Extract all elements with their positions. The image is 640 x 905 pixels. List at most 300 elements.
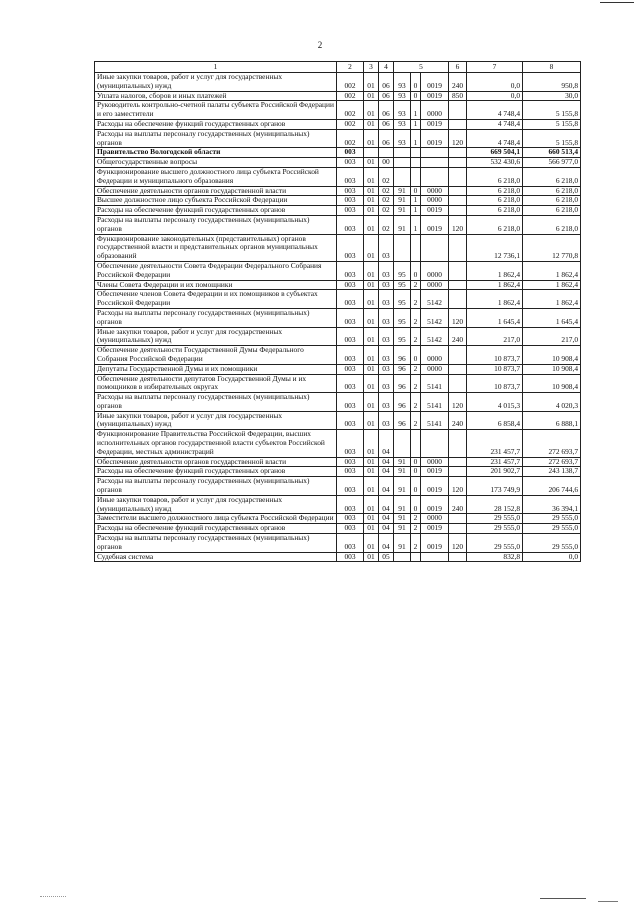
row-code-cell: 003 xyxy=(337,280,364,290)
row-subsection-cell: 04 xyxy=(379,524,394,534)
row-program-cell xyxy=(394,148,411,158)
row-subprogram-cell: 2 xyxy=(411,514,421,524)
row-name-cell: Иные закупки товаров, работ и услуг для государственных (муниципальных) нужд xyxy=(95,73,337,92)
row-name-cell: Обеспечение деятельности органов государственной власти xyxy=(95,186,337,196)
row-subsection-cell: 06 xyxy=(379,129,394,148)
row-direction-cell: 0019 xyxy=(421,495,449,514)
row-program-cell: 91 xyxy=(394,206,411,216)
row-subsection-cell: 04 xyxy=(379,430,394,457)
footer-mark-right-2 xyxy=(598,901,618,902)
row-name-cell: Расходы на обеспечение функций государственных органов xyxy=(95,467,337,477)
row-amount-2-cell: 36 394,1 xyxy=(523,495,581,514)
row-amount-1-cell: 0,0 xyxy=(467,91,523,101)
row-name-cell: Расходы на выплаты персоналу государственных (муниципальных) органов xyxy=(95,477,337,496)
table-row xyxy=(95,261,581,280)
row-subprogram-cell xyxy=(411,158,421,168)
row-direction-cell xyxy=(421,148,449,158)
header-cell-6: 6 xyxy=(449,62,467,73)
row-amount-1-cell: 4 015,3 xyxy=(467,393,523,412)
row-direction-cell: 0019 xyxy=(421,467,449,477)
row-name-cell: Расходы на выплаты персоналу государственных (муниципальных) органов xyxy=(95,129,337,148)
header-cell-8: 8 xyxy=(523,62,581,73)
row-subprogram-cell: 1 xyxy=(411,119,421,129)
row-amount-2-cell: 1 862,4 xyxy=(523,280,581,290)
table-row xyxy=(95,290,581,309)
footer-mark-left xyxy=(40,896,66,897)
row-direction-cell xyxy=(421,430,449,457)
row-subsection-cell: 03 xyxy=(379,346,394,365)
row-expense-type-cell: 240 xyxy=(449,73,467,92)
row-amount-2-cell: 10 908,4 xyxy=(523,374,581,393)
row-direction-cell: 5141 xyxy=(421,393,449,412)
table-row xyxy=(95,495,581,514)
row-expense-type-cell xyxy=(449,430,467,457)
row-amount-2-cell: 1 862,4 xyxy=(523,290,581,309)
row-amount-1-cell: 231 457,7 xyxy=(467,430,523,457)
row-subsection-cell: 06 xyxy=(379,73,394,92)
row-expense-type-cell xyxy=(449,148,467,158)
row-program-cell: 95 xyxy=(394,308,411,327)
row-code-cell: 003 xyxy=(337,196,364,206)
row-section-cell: 01 xyxy=(364,364,379,374)
row-section-cell: 01 xyxy=(364,196,379,206)
row-amount-2-cell: 272 693,7 xyxy=(523,457,581,467)
row-expense-type-cell xyxy=(449,261,467,280)
row-expense-type-cell xyxy=(449,374,467,393)
row-subprogram-cell: 0 xyxy=(411,261,421,280)
row-section-cell: 01 xyxy=(364,206,379,216)
table-row xyxy=(95,514,581,524)
row-section-cell: 01 xyxy=(364,91,379,101)
row-section-cell: 01 xyxy=(364,290,379,309)
row-code-cell: 002 xyxy=(337,129,364,148)
row-program-cell: 91 xyxy=(394,186,411,196)
row-code-cell: 003 xyxy=(337,514,364,524)
row-program-cell xyxy=(394,234,411,261)
row-code-cell: 003 xyxy=(337,158,364,168)
header-cell-7: 7 xyxy=(467,62,523,73)
row-subprogram-cell: 2 xyxy=(411,411,421,430)
row-subprogram-cell: 0 xyxy=(411,457,421,467)
row-code-cell: 003 xyxy=(337,552,364,562)
row-direction-cell xyxy=(421,158,449,168)
table-row xyxy=(95,234,581,261)
row-direction-cell: 0000 xyxy=(421,186,449,196)
row-amount-1-cell: 6 858,4 xyxy=(467,411,523,430)
row-program-cell: 93 xyxy=(394,91,411,101)
table-row xyxy=(95,119,581,129)
row-name-cell: Общегосударственные вопросы xyxy=(95,158,337,168)
row-subprogram-cell: 2 xyxy=(411,534,421,553)
row-section-cell: 01 xyxy=(364,73,379,92)
row-amount-1-cell: 29 555,0 xyxy=(467,524,523,534)
row-amount-2-cell: 243 138,7 xyxy=(523,467,581,477)
footer-mark-right xyxy=(540,898,586,899)
row-section-cell: 01 xyxy=(364,158,379,168)
row-subsection-cell: 04 xyxy=(379,534,394,553)
row-subprogram-cell xyxy=(411,234,421,261)
table-row xyxy=(95,477,581,496)
row-program-cell: 91 xyxy=(394,196,411,206)
row-name-cell: Высшее должностное лицо субъекта Российской Федерации xyxy=(95,196,337,206)
row-section-cell: 01 xyxy=(364,457,379,467)
row-subsection-cell: 03 xyxy=(379,374,394,393)
row-amount-1-cell: 12 736,1 xyxy=(467,234,523,261)
row-subsection-cell: 03 xyxy=(379,280,394,290)
row-name-cell: Обеспечение деятельности Государственной Думы Федерального Собрания Российской Федерации xyxy=(95,346,337,365)
row-amount-2-cell: 217,0 xyxy=(523,327,581,346)
row-code-cell: 003 xyxy=(337,411,364,430)
row-subsection-cell: 04 xyxy=(379,477,394,496)
row-direction-cell xyxy=(421,552,449,562)
row-amount-2-cell: 6 218,0 xyxy=(523,196,581,206)
row-name-cell: Обеспечение членов Совета Федерации и их помощников в субъектах Российской Федерации xyxy=(95,290,337,309)
row-section-cell: 01 xyxy=(364,524,379,534)
row-amount-2-cell: 6 218,0 xyxy=(523,186,581,196)
row-amount-1-cell: 4 748,4 xyxy=(467,119,523,129)
row-subprogram-cell: 2 xyxy=(411,524,421,534)
table-row xyxy=(95,430,581,457)
row-direction-cell: 0019 xyxy=(421,524,449,534)
header-cell-1: 1 xyxy=(95,62,337,73)
table-row xyxy=(95,552,581,562)
row-code-cell: 002 xyxy=(337,73,364,92)
row-section-cell: 01 xyxy=(364,552,379,562)
row-amount-1-cell: 6 218,0 xyxy=(467,167,523,186)
row-direction-cell xyxy=(421,234,449,261)
row-amount-2-cell: 5 155,8 xyxy=(523,129,581,148)
table-row xyxy=(95,534,581,553)
row-name-cell: Расходы на выплаты персоналу государственных (муниципальных) органов xyxy=(95,308,337,327)
row-subsection-cell: 04 xyxy=(379,514,394,524)
row-code-cell: 002 xyxy=(337,101,364,120)
row-subprogram-cell xyxy=(411,167,421,186)
row-amount-1-cell: 6 218,0 xyxy=(467,186,523,196)
row-expense-type-cell xyxy=(449,167,467,186)
row-program-cell: 96 xyxy=(394,346,411,365)
row-expense-type-cell: 120 xyxy=(449,129,467,148)
table-row xyxy=(95,215,581,234)
row-code-cell: 003 xyxy=(337,167,364,186)
row-name-cell: Расходы на выплаты персоналу государственных (муниципальных) органов xyxy=(95,215,337,234)
row-expense-type-cell xyxy=(449,514,467,524)
row-code-cell: 003 xyxy=(337,393,364,412)
row-amount-1-cell: 173 749,9 xyxy=(467,477,523,496)
row-name-cell: Функционирование законодательных (представительных) органов государственной власти и представительных органов муниципальных образований xyxy=(95,234,337,261)
row-program-cell: 95 xyxy=(394,280,411,290)
row-amount-1-cell: 669 504,1 xyxy=(467,148,523,158)
row-subprogram-cell: 2 xyxy=(411,364,421,374)
top-rule xyxy=(600,2,634,3)
row-subprogram-cell: 1 xyxy=(411,215,421,234)
row-direction-cell: 0019 xyxy=(421,206,449,216)
row-subprogram-cell: 0 xyxy=(411,495,421,514)
row-subsection-cell: 02 xyxy=(379,167,394,186)
row-subprogram-cell xyxy=(411,148,421,158)
header-cell-3: 3 xyxy=(364,62,379,73)
row-direction-cell: 0000 xyxy=(421,346,449,365)
row-name-cell: Члены Совета Федерации и их помощники xyxy=(95,280,337,290)
row-subprogram-cell: 0 xyxy=(411,186,421,196)
row-amount-1-cell: 217,0 xyxy=(467,327,523,346)
row-section-cell: 01 xyxy=(364,477,379,496)
row-expense-type-cell: 240 xyxy=(449,327,467,346)
row-subprogram-cell: 2 xyxy=(411,393,421,412)
row-amount-1-cell: 6 218,0 xyxy=(467,215,523,234)
row-amount-2-cell: 1 862,4 xyxy=(523,261,581,280)
row-direction-cell xyxy=(421,167,449,186)
row-section-cell: 01 xyxy=(364,261,379,280)
row-amount-1-cell: 832,8 xyxy=(467,552,523,562)
row-program-cell: 91 xyxy=(394,495,411,514)
header-cell-4: 4 xyxy=(379,62,394,73)
row-name-cell: Депутаты Государственной Думы и их помощники xyxy=(95,364,337,374)
row-program-cell: 91 xyxy=(394,534,411,553)
row-section-cell: 01 xyxy=(364,167,379,186)
row-direction-cell: 0000 xyxy=(421,364,449,374)
row-name-cell: Обеспечение деятельности депутатов Государственной Думы и их помощников в избирательных округах xyxy=(95,374,337,393)
row-program-cell: 91 xyxy=(394,514,411,524)
row-amount-1-cell: 532 430,6 xyxy=(467,158,523,168)
row-program-cell: 96 xyxy=(394,393,411,412)
row-amount-1-cell: 10 873,7 xyxy=(467,364,523,374)
row-name-cell: Расходы на обеспечение функций государственных органов xyxy=(95,524,337,534)
row-amount-2-cell: 4 020,3 xyxy=(523,393,581,412)
row-direction-cell: 0019 xyxy=(421,91,449,101)
row-code-cell: 003 xyxy=(337,346,364,365)
row-code-cell: 003 xyxy=(337,290,364,309)
row-expense-type-cell: 120 xyxy=(449,477,467,496)
row-amount-1-cell: 29 555,0 xyxy=(467,534,523,553)
row-subprogram-cell: 2 xyxy=(411,280,421,290)
row-expense-type-cell xyxy=(449,346,467,365)
row-amount-2-cell: 0,0 xyxy=(523,552,581,562)
table-row xyxy=(95,467,581,477)
row-subsection-cell: 06 xyxy=(379,119,394,129)
row-code-cell: 003 xyxy=(337,308,364,327)
row-amount-1-cell: 1 862,4 xyxy=(467,280,523,290)
row-amount-2-cell: 29 555,0 xyxy=(523,534,581,553)
row-amount-2-cell: 6 218,0 xyxy=(523,167,581,186)
row-section-cell: 01 xyxy=(364,234,379,261)
table-row xyxy=(95,308,581,327)
row-amount-1-cell: 231 457,7 xyxy=(467,457,523,467)
table-body xyxy=(95,62,581,562)
row-direction-cell: 5141 xyxy=(421,411,449,430)
row-amount-2-cell: 950,8 xyxy=(523,73,581,92)
row-subprogram-cell xyxy=(411,430,421,457)
row-expense-type-cell: 120 xyxy=(449,534,467,553)
row-code-cell: 003 xyxy=(337,186,364,196)
row-expense-type-cell: 120 xyxy=(449,215,467,234)
row-amount-2-cell: 30,0 xyxy=(523,91,581,101)
table-row xyxy=(95,280,581,290)
row-expense-type-cell: 120 xyxy=(449,308,467,327)
row-direction-cell: 0019 xyxy=(421,534,449,553)
row-code-cell: 003 xyxy=(337,234,364,261)
row-amount-2-cell: 1 645,4 xyxy=(523,308,581,327)
row-amount-2-cell: 272 693,7 xyxy=(523,430,581,457)
row-section-cell: 01 xyxy=(364,308,379,327)
row-section-cell: 01 xyxy=(364,411,379,430)
row-section-cell: 01 xyxy=(364,119,379,129)
row-subsection-cell: 03 xyxy=(379,393,394,412)
row-direction-cell: 5141 xyxy=(421,374,449,393)
row-amount-2-cell: 206 744,6 xyxy=(523,477,581,496)
row-program-cell xyxy=(394,167,411,186)
row-expense-type-cell: 120 xyxy=(449,393,467,412)
table-row xyxy=(95,148,581,158)
row-expense-type-cell xyxy=(449,196,467,206)
row-subprogram-cell: 2 xyxy=(411,290,421,309)
row-direction-cell: 5142 xyxy=(421,290,449,309)
row-section-cell: 01 xyxy=(364,327,379,346)
header-cell-5: 5 xyxy=(394,62,449,73)
row-direction-cell: 0019 xyxy=(421,215,449,234)
row-name-cell: Иные закупки товаров, работ и услуг для государственных (муниципальных) нужд xyxy=(95,327,337,346)
row-program-cell xyxy=(394,552,411,562)
row-program-cell: 93 xyxy=(394,119,411,129)
table-row xyxy=(95,393,581,412)
row-program-cell: 96 xyxy=(394,364,411,374)
row-code-cell: 003 xyxy=(337,215,364,234)
row-subsection-cell: 03 xyxy=(379,411,394,430)
row-name-cell: Функционирование высшего должностного лица субъекта Российской Федерации и муниципального образования xyxy=(95,167,337,186)
row-expense-type-cell xyxy=(449,524,467,534)
row-amount-1-cell: 6 218,0 xyxy=(467,206,523,216)
row-subsection-cell: 02 xyxy=(379,186,394,196)
row-subsection-cell: 03 xyxy=(379,364,394,374)
row-amount-1-cell: 1 862,4 xyxy=(467,261,523,280)
row-name-cell: Судебная система xyxy=(95,552,337,562)
row-amount-2-cell: 6 218,0 xyxy=(523,206,581,216)
table-row xyxy=(95,364,581,374)
row-program-cell xyxy=(394,158,411,168)
row-amount-1-cell: 1 645,4 xyxy=(467,308,523,327)
row-subsection-cell: 02 xyxy=(379,215,394,234)
row-section-cell: 01 xyxy=(364,101,379,120)
row-amount-1-cell: 0,0 xyxy=(467,73,523,92)
row-expense-type-cell xyxy=(449,467,467,477)
row-section-cell: 01 xyxy=(364,467,379,477)
budget-table xyxy=(94,61,581,562)
row-section-cell: 01 xyxy=(364,495,379,514)
row-name-cell: Расходы на выплаты персоналу государственных (муниципальных) органов xyxy=(95,393,337,412)
row-amount-2-cell: 566 977,0 xyxy=(523,158,581,168)
row-name-cell: Расходы на обеспечение функций государственных органов xyxy=(95,119,337,129)
row-subsection-cell: 02 xyxy=(379,206,394,216)
row-expense-type-cell xyxy=(449,101,467,120)
row-code-cell: 003 xyxy=(337,534,364,553)
row-name-cell: Правительство Вологодской области xyxy=(95,148,337,158)
row-expense-type-cell xyxy=(449,552,467,562)
row-direction-cell: 0000 xyxy=(421,280,449,290)
row-code-cell: 002 xyxy=(337,119,364,129)
table-row xyxy=(95,524,581,534)
table-row xyxy=(95,196,581,206)
table-row xyxy=(95,327,581,346)
row-code-cell: 003 xyxy=(337,477,364,496)
row-direction-cell: 0019 xyxy=(421,119,449,129)
row-amount-2-cell: 29 555,0 xyxy=(523,514,581,524)
row-subprogram-cell: 2 xyxy=(411,374,421,393)
row-name-cell: Руководитель контрольно-счетной палаты субъекта Российской Федерации и его заместители xyxy=(95,101,337,120)
row-expense-type-cell xyxy=(449,186,467,196)
table-row xyxy=(95,346,581,365)
row-name-cell: Уплата налогов, сборов и иных платежей xyxy=(95,91,337,101)
row-subsection-cell xyxy=(379,148,394,158)
row-program-cell: 91 xyxy=(394,524,411,534)
page-number: 2 xyxy=(317,40,323,50)
row-amount-2-cell: 5 155,8 xyxy=(523,101,581,120)
row-code-cell: 003 xyxy=(337,206,364,216)
row-section-cell: 01 xyxy=(364,514,379,524)
row-subsection-cell: 06 xyxy=(379,91,394,101)
row-program-cell: 93 xyxy=(394,73,411,92)
row-name-cell: Функционирование Правительства Российской Федерации, высших исполнительных органов государственной власти субъектов Российской Федерации, местных администраций xyxy=(95,430,337,457)
row-amount-1-cell: 10 873,7 xyxy=(467,346,523,365)
row-section-cell: 01 xyxy=(364,393,379,412)
row-subsection-cell: 03 xyxy=(379,290,394,309)
row-code-cell: 003 xyxy=(337,374,364,393)
row-code-cell: 002 xyxy=(337,91,364,101)
table-row xyxy=(95,129,581,148)
row-amount-1-cell: 4 748,4 xyxy=(467,129,523,148)
row-amount-2-cell: 29 555,0 xyxy=(523,524,581,534)
row-subprogram-cell: 1 xyxy=(411,101,421,120)
row-program-cell: 95 xyxy=(394,261,411,280)
table-row xyxy=(95,374,581,393)
row-code-cell: 003 xyxy=(337,495,364,514)
row-amount-2-cell: 5 155,8 xyxy=(523,119,581,129)
row-section-cell: 01 xyxy=(364,374,379,393)
row-program-cell: 91 xyxy=(394,215,411,234)
row-direction-cell: 0019 xyxy=(421,477,449,496)
row-subprogram-cell: 0 xyxy=(411,73,421,92)
row-amount-1-cell: 29 555,0 xyxy=(467,514,523,524)
row-expense-type-cell xyxy=(449,280,467,290)
row-subsection-cell: 04 xyxy=(379,495,394,514)
row-amount-2-cell: 10 908,4 xyxy=(523,364,581,374)
table-row xyxy=(95,158,581,168)
row-name-cell: Обеспечение деятельности Совета Федерации Федерального Собрания Российской Федерации xyxy=(95,261,337,280)
row-code-cell: 003 xyxy=(337,457,364,467)
row-subsection-cell: 04 xyxy=(379,457,394,467)
row-subsection-cell: 05 xyxy=(379,552,394,562)
row-direction-cell: 5142 xyxy=(421,308,449,327)
row-program-cell: 93 xyxy=(394,129,411,148)
row-expense-type-cell xyxy=(449,158,467,168)
row-subprogram-cell: 0 xyxy=(411,477,421,496)
row-program-cell: 93 xyxy=(394,101,411,120)
table-row xyxy=(95,101,581,120)
row-code-cell: 003 xyxy=(337,327,364,346)
row-amount-2-cell: 6 888,1 xyxy=(523,411,581,430)
row-amount-1-cell: 201 902,7 xyxy=(467,467,523,477)
row-amount-1-cell: 6 218,0 xyxy=(467,196,523,206)
row-subprogram-cell: 2 xyxy=(411,308,421,327)
row-subsection-cell: 04 xyxy=(379,467,394,477)
row-section-cell: 01 xyxy=(364,215,379,234)
row-code-cell: 003 xyxy=(337,148,364,158)
row-name-cell: Обеспечение деятельности органов государственной власти xyxy=(95,457,337,467)
table-row xyxy=(95,206,581,216)
row-program-cell: 95 xyxy=(394,290,411,309)
row-expense-type-cell: 850 xyxy=(449,91,467,101)
row-subsection-cell: 03 xyxy=(379,234,394,261)
row-subprogram-cell: 1 xyxy=(411,196,421,206)
row-expense-type-cell xyxy=(449,457,467,467)
